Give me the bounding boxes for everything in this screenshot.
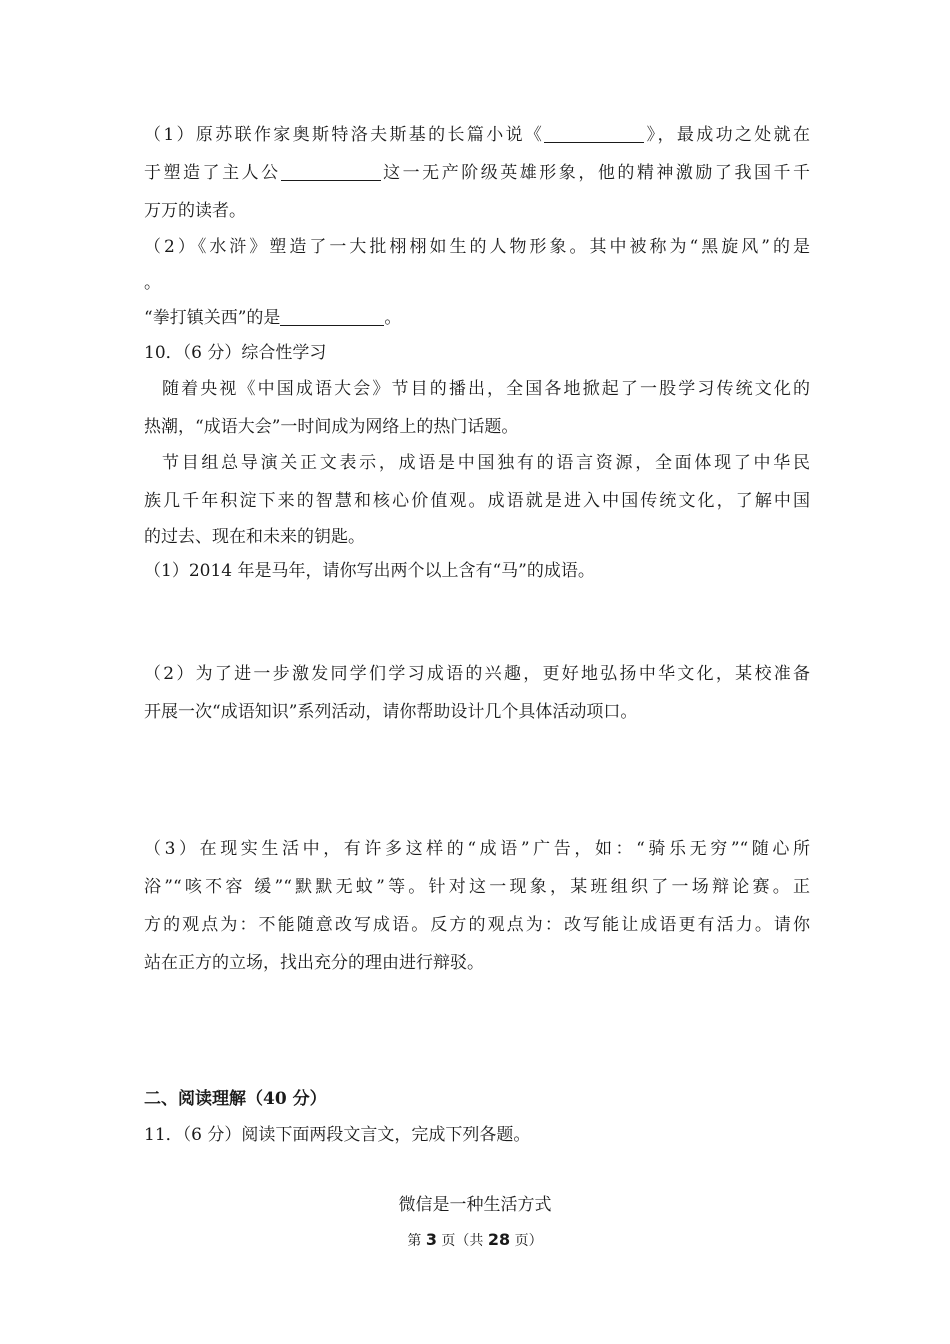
text-fragment: 》，最成功之处就在 [644,125,810,145]
q11-heading: 11．（6 分）阅读下面两段文言文，完成下列各题。 [144,1125,531,1145]
section-2-heading: 二、阅读理解（40 分） [144,1089,327,1109]
q10-paragraph-1-line-2: 热潮，“成语大会”一时间成为网络上的热门话题。 [144,417,519,437]
text-fragment: 这一无产阶级英雄形象，他的精神激励了我国千千 [380,163,810,183]
q10-sub-question-3-line-3: 方的观点为：不能随意改写成语。反方的观点为：改写能让成语更有活力。请你 [144,915,810,935]
answer-blank-protagonist[interactable] [281,162,381,181]
q9-2-line-2: 。 [144,273,161,293]
q10-sub-question-2-line-2: 开展一次“成语知识”系列活动，请你帮助设计几个具体活动项口。 [144,702,638,722]
q10-heading: 10．（6 分）综合性学习 [144,343,327,363]
q9-1-line-3: 万万的读者。 [144,201,246,221]
q10-sub-question-2-line-1: （2）为了进一步激发同学们学习成语的兴趣，更好地弘扬中华文化，某校准备 [144,664,810,684]
footer-text: 页） [510,1233,543,1249]
q10-sub-question-3-line-2: 浴”“咳不容 缓”“默默无蚊”等。针对这一现象，某班组织了一场辩论赛。正 [144,877,810,897]
q10-paragraph-2-line-1: 节目组总导演关正文表示，成语是中国独有的语言资源，全面体现了中华民 [162,453,810,473]
text-fragment: 于塑造了主人公 [144,163,281,183]
q9-2-line-1: （2）《水浒》塑造了一大批栩栩如生的人物形象。其中被称为“黑旋风”的是 [144,237,810,257]
q10-paragraph-1-line-1: 随着央视《中国成语大会》节目的播出，全国各地掀起了一股学习传统文化的 [162,379,810,399]
q10-paragraph-2-line-3: 的过去、现在和未来的钥匙。 [144,527,365,547]
answer-blank-character[interactable] [280,307,384,326]
q10-sub-question-3-line-4: 站在正方的立场，找出充分的理由进行辩驳。 [144,953,484,973]
total-page-count: 28 [487,1230,511,1249]
footer-text: 页（共 [436,1233,488,1249]
current-page-number: 3 [425,1230,437,1249]
q10-sub-question-1: （1）2014 年是马年，请你写出两个以上含有“马”的成语。 [144,561,595,581]
q9-1-line-2 [144,161,810,185]
article-title: 微信是一种生活方式 [398,1195,552,1215]
q10-paragraph-2-line-2: 族几千年积淀下来的智慧和核心价值观。成语就是进入中国传统文化，了解中国 [144,491,810,511]
page-footer [0,1228,950,1253]
text-fragment: 。 [384,308,402,328]
q10-sub-question-3-line-1: （3）在现实生活中，有许多这样的“成语”广告，如：“骑乐无穷”“随心所 [144,839,810,859]
text-fragment: （1）原苏联作家奥斯特洛夫斯基的长篇小说《 [144,125,545,145]
answer-blank-novel-title[interactable] [544,124,644,143]
q9-2-line-3 [144,306,810,330]
q9-1-line-1 [144,123,810,147]
text-fragment: “拳打镇关西”的是 [144,308,281,328]
footer-text: 第 [407,1233,426,1249]
